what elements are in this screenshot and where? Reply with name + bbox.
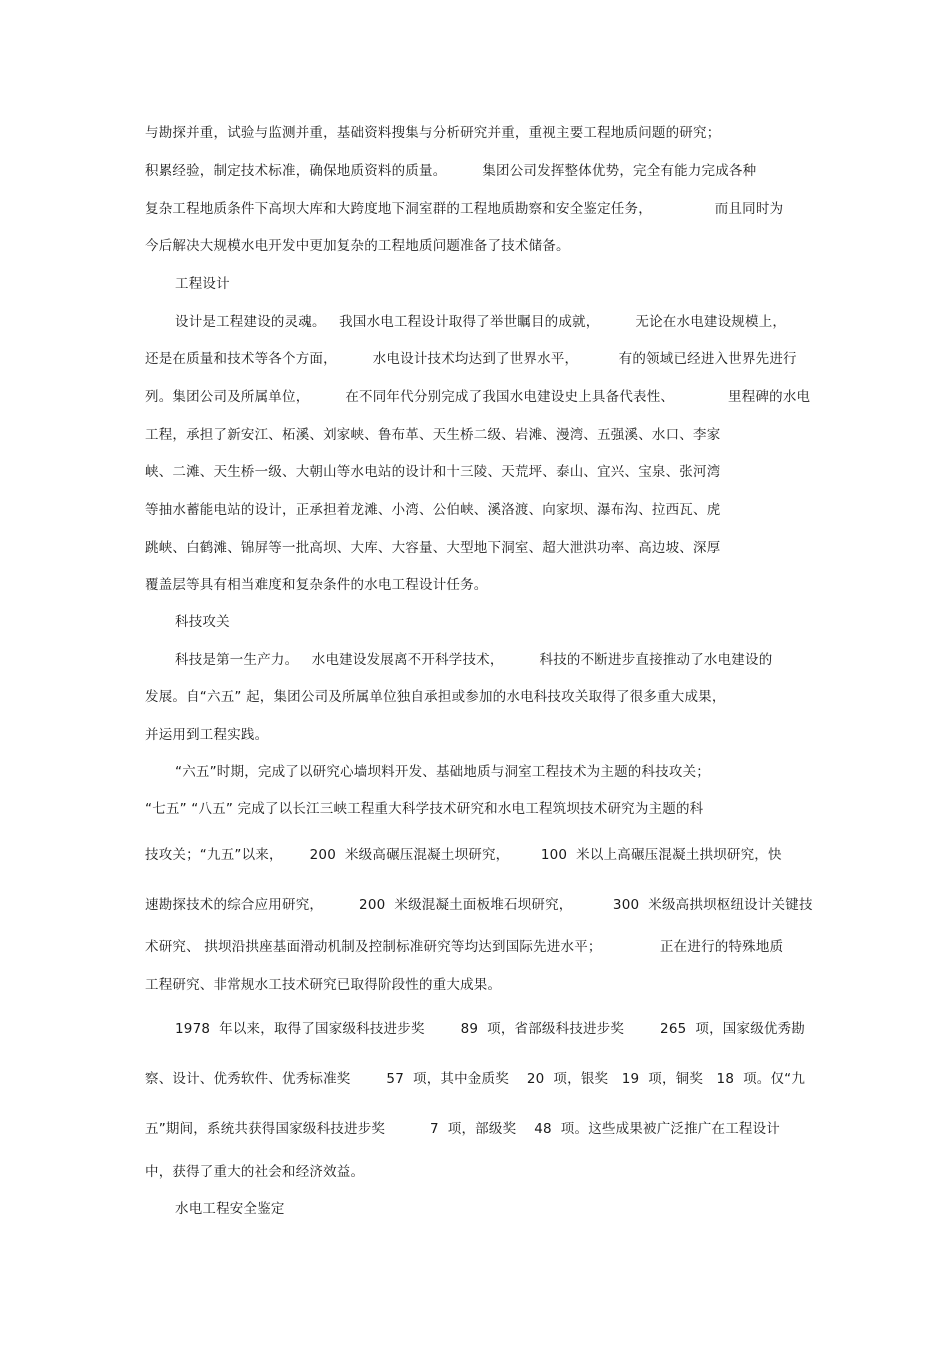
text-line: 峡、二滩、天生桥一级、大朝山等水电站的设计和十三陵、天荒坪、泰山、宜兴、宝泉、张河湾 xyxy=(145,464,721,480)
text-line: 速勘探技术的综合应用研究， 200 米级混凝土面板堆石坝研究， 300 米级高拱坝枢纽设计关键技 xyxy=(145,897,813,913)
text-line: 设计是工程建设的灵魂。 我国水电工程设计取得了举世瞩目的成就， 无论在水电建设规模上， xyxy=(175,314,787,330)
text-line: 术研究、 拱坝沿拱座基面滑动机制及控制标准研究等均达到国际先进水平； 正在进行的特殊地质 xyxy=(145,939,784,955)
text-line: 与勘探并重，试验与监测并重，基础资料搜集与分析研究并重，重视主要工程地质问题的研究； xyxy=(145,125,721,141)
section-heading: 水电工程安全鉴定 xyxy=(175,1201,285,1217)
text-line: 察、设计、优秀软件、优秀标准奖 57 项，其中金质奖 20 项，银奖 19 项，铜奖 18 项。仅“九 xyxy=(145,1071,806,1087)
text-line: 积累经验，制定技术标准，确保地质资料的质量。 集团公司发挥整体优势，完全有能力完成各种 xyxy=(145,163,757,179)
text-line: “七五” “八五” 完成了以长江三峡工程重大科学技术研究和水电工程筑坝技术研究为主题的科 xyxy=(145,801,704,817)
text-line: 今后解决大规模水电开发中更加复杂的工程地质问题准备了技术储备。 xyxy=(145,238,570,254)
text-line: 跳峡、白鹤滩、锦屏等一批高坝、大库、大容量、大型地下洞室、超大泄洪功率、高边坡、深厚 xyxy=(145,540,721,556)
text-line: 复杂工程地质条件下高坝大库和大跨度地下洞室群的工程地质勘察和安全鉴定任务， 而且同时为 xyxy=(145,201,784,217)
section-heading: 科技攻关 xyxy=(175,614,230,630)
text-line: 技攻关；“九五”以来， 200 米级高碾压混凝土坝研究， 100 米以上高碾压混凝土拱坝研究，快 xyxy=(145,847,782,863)
text-line: 1978 年以来，取得了国家级科技进步奖 89 项，省部级科技进步奖 265 项，国家级优秀勘 xyxy=(175,1021,806,1037)
section-heading: 工程设计 xyxy=(175,276,230,292)
text-line: 发展。自“六五” 起，集团公司及所属单位独自承担或参加的水电科技攻关取得了很多重大成果， xyxy=(145,689,726,705)
text-line: 五”期间，系统共获得国家级科技进步奖 7 项，部级奖 48 项。这些成果被广泛推广在工程设计 xyxy=(145,1121,781,1137)
text-line: 还是在质量和技术等各个方面， 水电设计技术均达到了世界水平， 有的领域已经进入世界先进行 xyxy=(145,351,797,367)
text-line: 覆盖层等具有相当难度和复杂条件的水电工程设计任务。 xyxy=(145,577,488,593)
text-line: 并运用到工程实践。 xyxy=(145,727,269,743)
text-line: 列。集团公司及所属单位， 在不同年代分别完成了我国水电建设史上具备代表性、 里程碑的水电 xyxy=(145,389,811,405)
text-line: 工程研究、非常规水工技术研究已取得阶段性的重大成果。 xyxy=(145,977,502,993)
text-line: 等抽水蓄能电站的设计，正承担着龙滩、小湾、公伯峡、溪洛渡、向家坝、瀑布沟、拉西瓦、虎 xyxy=(145,502,721,518)
text-line: 工程，承担了新安江、柘溪、刘家峡、鲁布革、天生桥二级、岩滩、漫湾、五强溪、水口、李家 xyxy=(145,427,721,443)
text-line: 中，获得了重大的社会和经济效益。 xyxy=(145,1164,365,1180)
text-line: “六五”时期，完成了以研究心墙坝料开发、基础地质与洞室工程技术为主题的科技攻关； xyxy=(175,764,710,780)
text-line: 科技是第一生产力。 水电建设发展离不开科学技术， 科技的不断进步直接推动了水电建设的 xyxy=(175,652,773,668)
